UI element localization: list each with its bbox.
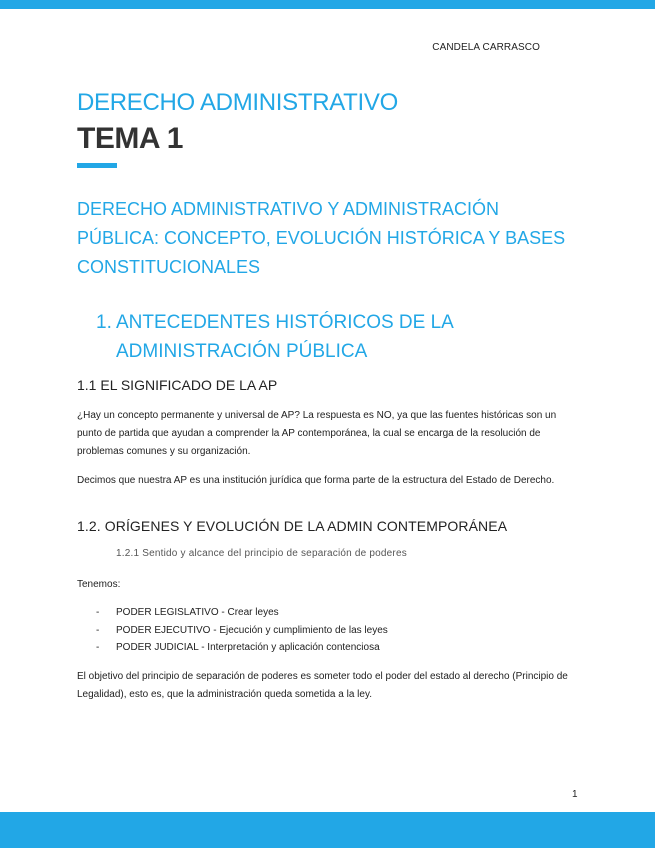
tema-heading: TEMA 1 — [77, 122, 183, 155]
bottom-accent-bar — [0, 812, 655, 848]
author-name: CANDELA CARRASCO — [432, 42, 540, 53]
top-accent-bar — [0, 0, 655, 9]
subsection-1-1-paragraph-1: ¿Hay un concepto permanente y universal de AP? La respuesta es NO, ya que las fuentes históricas son un punto de partida que ayudan a comprender la AP contemporánea, la cual se encarga de la resolución de problemas comunes y su organización. — [77, 410, 557, 457]
list-intro: Tenemos: — [77, 579, 121, 590]
subsection-1-1-heading: 1.1 EL SIGNIFICADO DE LA AP — [77, 377, 278, 393]
list-item — [96, 622, 388, 640]
list-item-text: PODER LEGISLATIVO - Crear leyes — [116, 607, 279, 618]
conclusion-paragraph: El objetivo del principio de separación de poderes es someter todo el poder del estado al derecho (Principio de Legalidad), esto es, que la administración queda sometida a la ley. — [77, 671, 568, 700]
subsection-1-1-paragraph-2: Decimos que nuestra AP es una institución jurídica que forma parte de la estructura del Estado de Derecho. — [77, 475, 555, 486]
list-item-text: PODER EJECUTIVO - Ejecución y cumplimiento de las leyes — [116, 624, 388, 636]
subject-title: DERECHO ADMINISTRATIVO — [77, 89, 398, 116]
title-underline — [77, 163, 117, 168]
powers-list — [96, 604, 388, 657]
section-1-number: 1. — [96, 312, 112, 333]
section-1-title: ANTECEDENTES HISTÓRICOS DE LA ADMINISTRACIÓN PÚBLICA — [116, 312, 453, 362]
document-main-title: DERECHO ADMINISTRATIVO Y ADMINISTRACIÓN PÚBLICA: CONCEPTO, EVOLUCIÓN HISTÓRICA Y BASES CONSTITUCIONALES — [77, 199, 566, 277]
list-dash: - — [96, 642, 100, 653]
list-item — [96, 604, 388, 622]
list-item-text: PODER JUDICIAL - Interpretación y aplicación contenciosa — [116, 642, 380, 653]
list-dash: - — [96, 607, 100, 618]
list-dash: - — [96, 624, 100, 636]
page-number: 1 — [572, 789, 578, 800]
subsection-1-2-heading: 1.2. ORÍGENES Y EVOLUCIÓN DE LA ADMIN CONTEMPORÁNEA — [77, 518, 508, 534]
list-item — [96, 639, 388, 657]
subsubsection-1-2-1-heading: 1.2.1 Sentido y alcance del principio de separación de poderes — [116, 548, 407, 559]
